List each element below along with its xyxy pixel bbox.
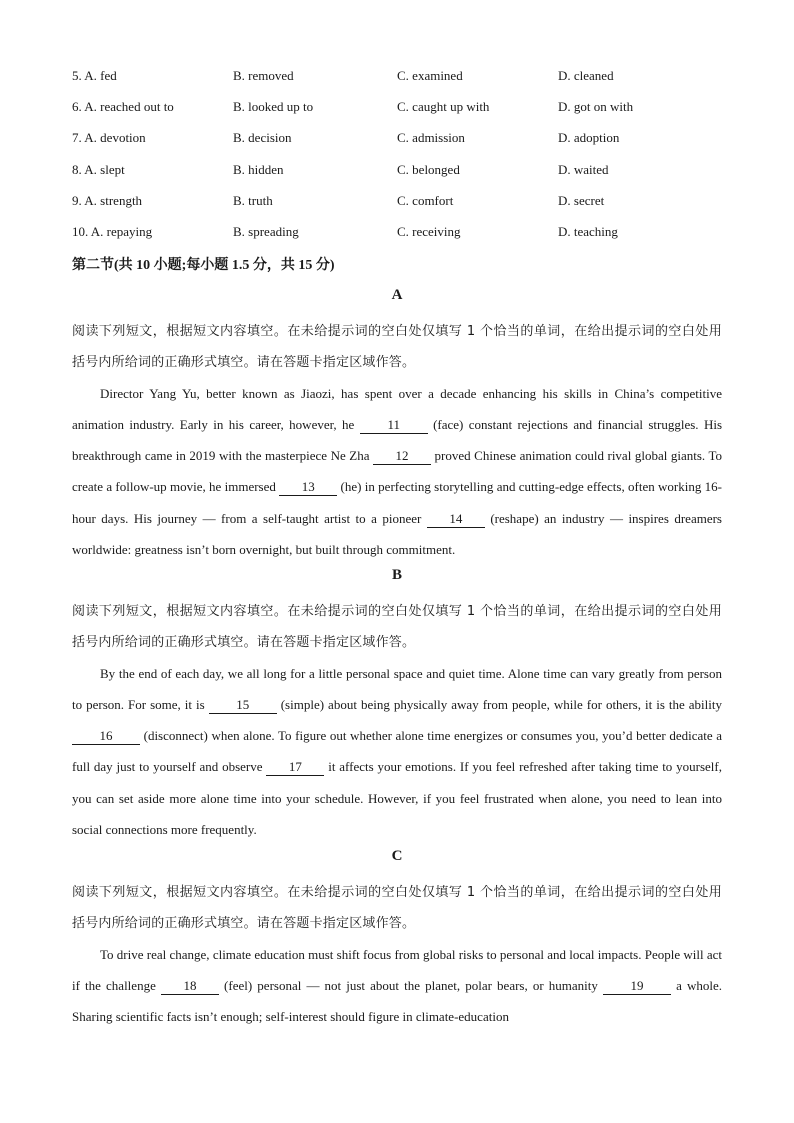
option-c: C. admission (397, 130, 465, 146)
answer-blank[interactable]: 18 (161, 978, 219, 995)
options-table (72, 66, 732, 253)
option-c: C. belonged (397, 161, 460, 177)
text-run: Director Yang Yu, better known as Jiaozi, has spent over a decade enhancing his skills in China’s competitive animation industry. Early in his career, however, he (72, 386, 722, 433)
text-run: (disconnect) when alone. To figure out whether alone time energizes or consumes you, you’d better dedicate a full day just to yourself and observe (72, 728, 722, 775)
option-b: B. removed (233, 68, 294, 83)
option-b: B. spreading (233, 223, 299, 239)
answer-blank[interactable]: 12 (373, 448, 431, 465)
option-b: B. decision (233, 130, 292, 146)
passage-label: C (391, 848, 403, 864)
text-run: (he) in perfecting storytelling and cutting-edge effects, often working 16-hour days. His journey — from a self-taught artist to a pioneer (72, 479, 723, 526)
option-a: 6. A. reached out to (72, 99, 174, 115)
text-run: (face) constant rejections and financial struggles. His breakthrough came in 2019 with the masterpiece Ne Zha (72, 417, 722, 464)
answer-blank[interactable]: 13 (279, 479, 337, 496)
passage-label: A (391, 287, 403, 303)
option-d: D. got on with (558, 99, 634, 115)
passage-a (72, 285, 722, 565)
option-d: D. cleaned (558, 68, 614, 83)
text-run: (reshape) an industry — inspires dreamers worldwide: greatness isn’t born overnight, but built through commitment. (72, 510, 722, 557)
passage-b (72, 565, 722, 845)
passage-c (72, 846, 722, 1032)
answer-blank[interactable]: 11 (360, 417, 428, 434)
option-c: C. caught up with (397, 99, 490, 115)
text-run: To drive real change, climate education must shift focus from global risks to personal and local impacts. People will act if the challenge (72, 947, 722, 994)
option-c: C. receiving (397, 223, 461, 239)
option-a: 8. A. slept (72, 161, 125, 177)
passage-text (72, 939, 722, 1032)
option-b: B. looked up to (233, 99, 314, 115)
answer-blank[interactable]: 19 (603, 978, 671, 995)
option-d: D. adoption (558, 130, 620, 146)
option-d: D. waited (558, 161, 609, 177)
option-b: B. hidden (233, 161, 284, 177)
option-d: D. secret (558, 192, 605, 208)
text-run: proved Chinese animation could rival global giants. To create a follow-up movie, he immersed (72, 448, 722, 495)
option-c: C. examined (397, 68, 463, 83)
instruction-text: 阅读下列短文，根据短文内容填空。在未给提示词的空白处仅填写 1 个恰当的单词，在给出提示词的空白处用括号内所给词的正确形式填空。请在答题卡指定区域作答。 (72, 604, 722, 651)
answer-blank[interactable]: 17 (266, 759, 324, 776)
option-row-5 (72, 66, 732, 97)
option-row-8 (72, 160, 732, 191)
option-row-6 (72, 97, 732, 128)
option-a: 10. A. repaying (72, 223, 153, 239)
option-c: C. comfort (397, 192, 454, 208)
answer-blank[interactable]: 15 (209, 697, 277, 714)
instruction-text: 阅读下列短文，根据短文内容填空。在未给提示词的空白处仅填写 1 个恰当的单词，在给出提示词的空白处用括号内所给词的正确形式填空。请在答题卡指定区域作答。 (72, 885, 722, 932)
text-run: By the end of each day, we all long for a little personal space and quiet time. Alone time can vary greatly from person to person. For some, it is (72, 666, 722, 713)
option-row-10 (72, 222, 732, 253)
passage-text (72, 658, 722, 845)
text-run: (feel) personal — not just about the planet, polar bears, or humanity (218, 978, 603, 994)
option-a: 5. A. fed (72, 68, 117, 83)
instruction-text: 阅读下列短文，根据短文内容填空。在未给提示词的空白处仅填写 1 个恰当的单词，在给出提示词的空白处用括号内所给词的正确形式填空。请在答题卡指定区域作答。 (72, 324, 722, 371)
passage-label: B (391, 567, 402, 583)
option-a: 7. A. devotion (72, 130, 146, 146)
option-row-9 (72, 191, 732, 222)
answer-blank[interactable]: 16 (72, 728, 140, 745)
section-title: 第二节(共 10 小题;每小题 1.5 分，共 15 分) (72, 258, 335, 273)
text-run: (simple) about being physically away from people, while for others, it is the ability (276, 697, 722, 713)
option-b: B. truth (233, 192, 273, 208)
text-run: it affects your emotions. If you feel refreshed after taking time to yourself, you can set aside more alone time into your schedule. However, if you feel frustrated when alone, you need to lean into social connections more frequently. (72, 759, 722, 837)
option-a: 9. A. strength (72, 192, 143, 208)
passage-text (72, 378, 722, 565)
answer-blank[interactable]: 14 (427, 511, 485, 528)
option-row-7 (72, 128, 732, 159)
text-run: a whole. Sharing scientific facts isn’t enough; self-interest should figure in climate-education (72, 978, 722, 1025)
option-d: D. teaching (558, 223, 618, 239)
